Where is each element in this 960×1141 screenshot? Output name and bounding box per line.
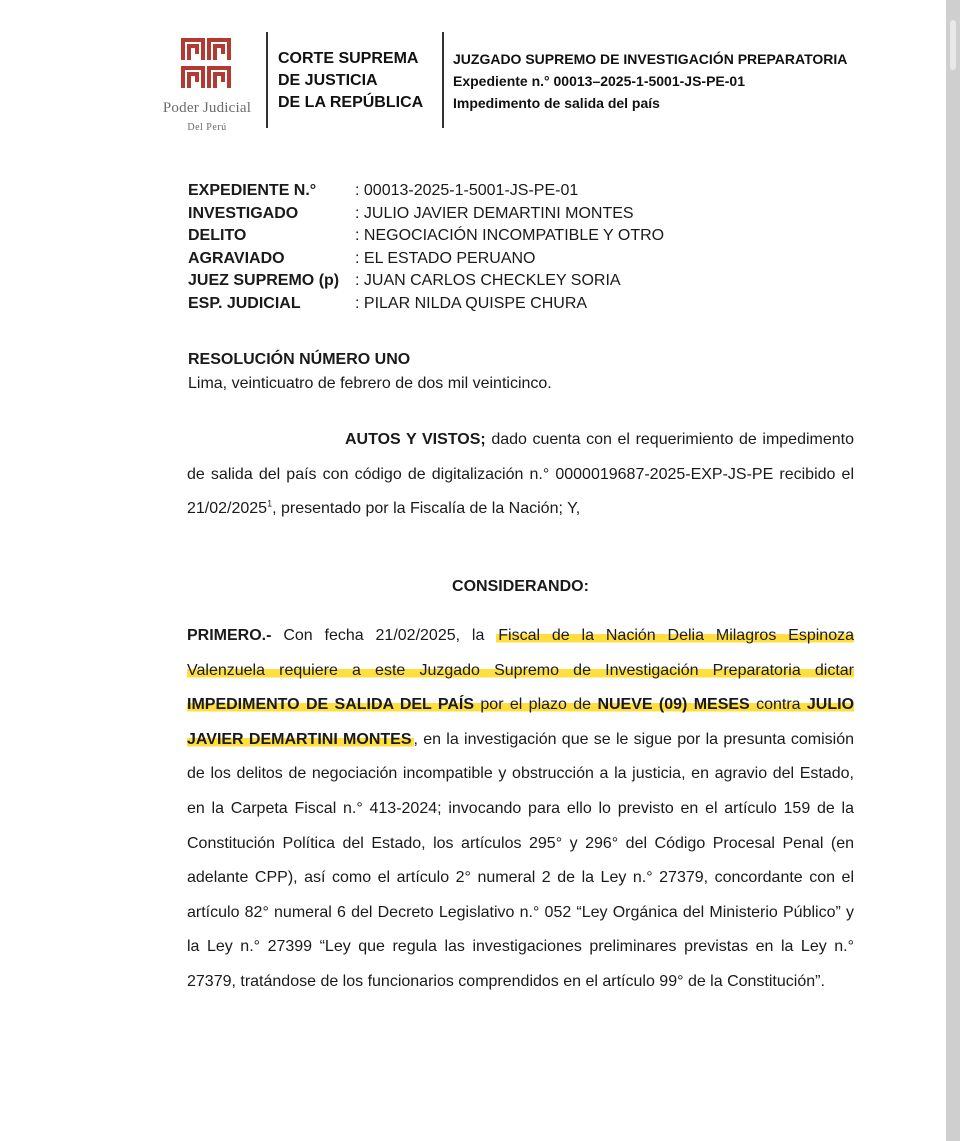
header-divider-1 [266, 32, 268, 128]
court-emblem-icon [180, 36, 234, 92]
primero-paragraph: PRIMERO.- Con fecha 21/02/2025, la Fiscal de la Nación Delia Milagros Espinoza Valenzuela requiere a este Juzgado Supremo de Investigación Preparatoria dictar IMPEDIMENTO DE SALIDA DEL PAÍS por el plazo de NUEVE (09) MESES contra JULIO JAVIER DEMARTINI MONTES , en la investigación que se le sigue por la presunta comisión de los delitos de negociación incompatible y obstrucción a la justicia, en agravio del Estado, en la Carpeta Fiscal n.° 413-2024; invocando para ello lo previsto en el artículo 159 de la Constitución Política del Estado, los artículos 295° y 296° del Código Procesal Penal (en adelante CPP), así como el artículo 2° numeral 2 de la Ley n.° 27379, concordante con el artículo 82° numeral 6 del Decreto Legislativo n.° 052 “Ley Orgánica del Ministerio Público” y la Ley n.° 27399 “Ley que regula las investigaciones preliminares previstas en la Ley n.° 27379, tratándose de los funcionarios comprendidos en el artículo 99° de la Constitución”. [187, 627, 855, 990]
autos-paragraph: AUTOS Y VISTOS; dado cuenta con el requerimiento de impedimento de salida del país con código de digitalización n.° 0000019687-2025-EXP-JS-PE recibido el 21/02/2025$^1$, presentado por la Fiscalía de la Nación; Y, [187, 431, 854, 518]
viewer-margin [946, 0, 960, 1141]
footnote-ref: 1 [267, 498, 273, 509]
header-divider-2 [442, 32, 444, 128]
autos-lead: AUTOS Y VISTOS; [345, 431, 486, 448]
court-name: CORTE SUPREMA DE JUSTICIA DE LA REPÚBLICA [278, 50, 424, 111]
primero-lead: PRIMERO.- [187, 627, 272, 644]
resolution-date: Lima, veinticuatro de febrero de dos mil veinticinco. [188, 375, 552, 392]
highlighted-text: Fiscal de la Nación Delia Milagros Espinoza Valenzuela requiere a este Juzgado Supremo de Investigación Preparatoria dictar IMPEDIMENTO DE SALIDA DEL PAÍS por el plazo de NUEVE (09) MESES contra JULIO JAVIER DEMARTINI MONTES [187, 627, 855, 748]
resolution-title: RESOLUCIÓN NÚMERO UNO [188, 351, 411, 368]
document-page: Poder Judicial Del Perú CORTE SUPREMA DE JUSTICIA DE LA REPÚBLICA JUZGADO SUPREMO DE INVESTIGACIÓN PREPARATORIA Expediente n.° 00013–2025-1-5001-JS-PE-01 Impedimento de salida del país EXPEDIENTE N.° : 00013-2025-1-5001-JS-PE-01 INVESTIGADO : JULIO JAVIER DEMARTINI MONTES DELITO : NEGOCIACIÓN INCOMPATIBLE Y OTRO AGRAVIADO : EL ESTADO PERUANO JUEZ SUPREMO (p) : JUAN CARLOS CHECKLEY SORIA ESP. JUDICIAL : PILAR NILDA QUISPE CHURA RESOLUCIÓN NÚMERO UNO Lima, veinticuatro de febrero de dos mil veinticinco. AUTOS Y VISTOS; dado cuenta con el requerimiento de impedimento de salida del país con código de digitalización n.° 0000019687-2025-EXP-JS-PE recibido el 21/02/2025$^1$, presentado por la Fiscalía de la Nación; Y, CONSIDERANDO: PRIMERO.- Con fecha 21/02/2025, la Fiscal de la Nación Delia Milagros Espinoza Valenzuela requiere a este Juzgado Supremo de Investigación Preparatoria dictar IMPEDIMENTO DE SALIDA DEL PAÍS por el plazo de NUEVE (09) MESES contra JULIO JAVIER DEMARTINI MONTES , en la investigación que se le sigue por la presunta comisión de los delitos de negociación incompatible y obstrucción a la justicia, en agravio del Estado, en la Carpeta Fiscal n.° 413-2024; invocando para ello lo previsto en el artículo 159 de la Constitución Política del Estado, los artículos 295° y 296° del Código Procesal Penal (en adelante CPP), así como el artículo 2° numeral 2 de la Ley n.° 27379, concordante con el artículo 82° numeral 6 del Decreto Legislativo n.° 052 “Ley Orgánica del Ministerio Público” y la Ley n.° 27399 “Ley que regula las investigaciones preliminares previstas en la Ley n.° 27379, tratándose de los funcionarios comprendidos en el artículo 99° de la Constitución”. [0, 0, 946, 1141]
office-heading: JUZGADO SUPREMO DE INVESTIGACIÓN PREPARATORIA Expediente n.° 00013–2025-1-5001-JS-PE-01 Impedimento de salida del país [453, 51, 848, 111]
considerando-title: CONSIDERANDO: [452, 578, 589, 595]
scrollbar-thumb[interactable] [950, 20, 956, 70]
logo-name: Poder Judicial [162, 100, 252, 116]
logo-subtitle: Del Perú [187, 122, 227, 133]
poder-judicial-logo [152, 36, 262, 146]
